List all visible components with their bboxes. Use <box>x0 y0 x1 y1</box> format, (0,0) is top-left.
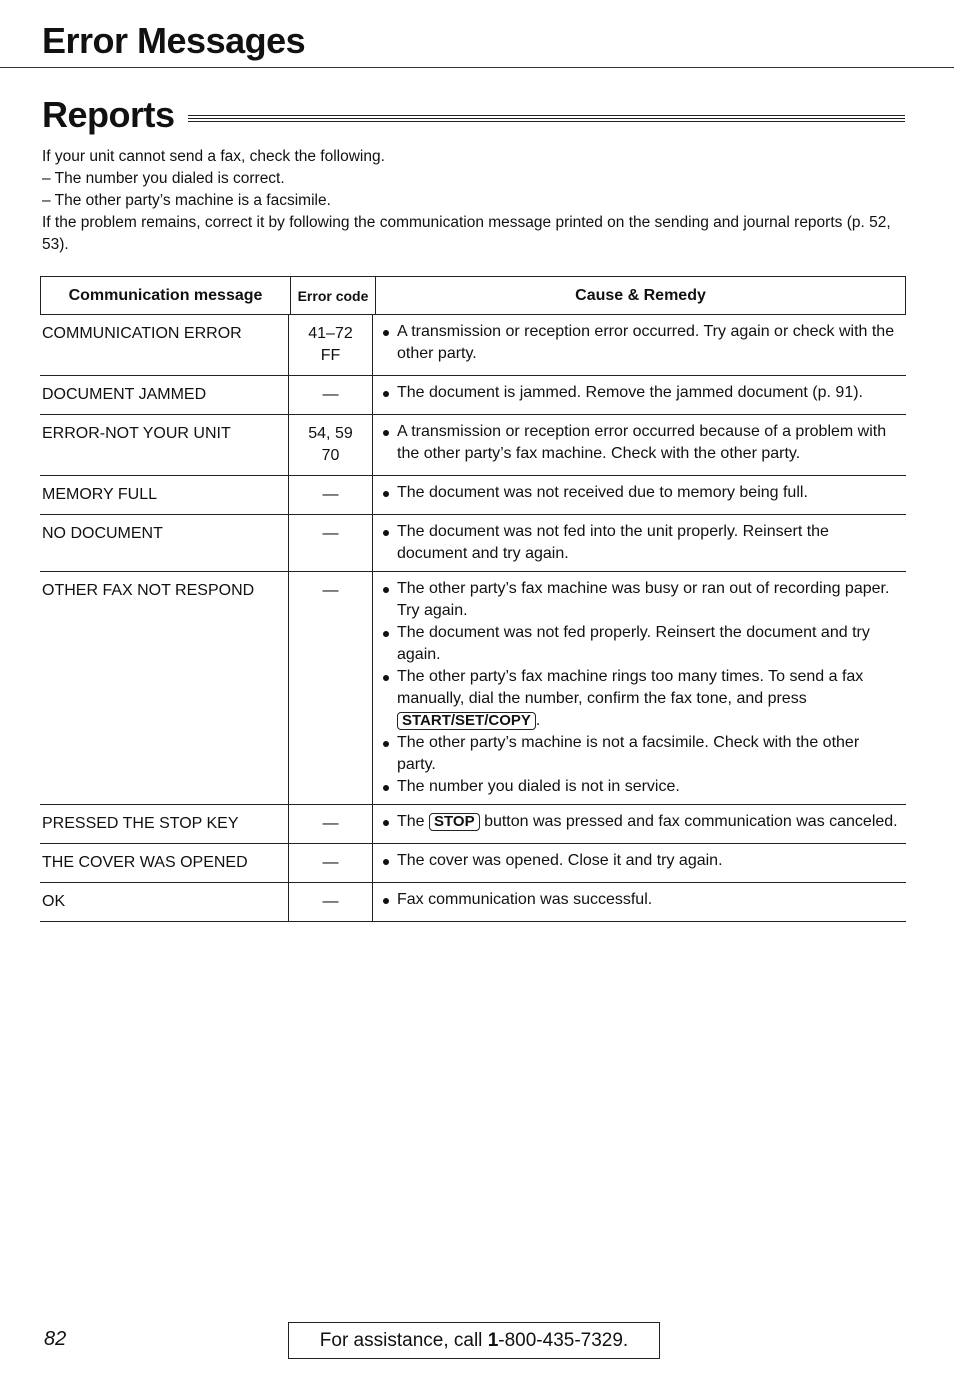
cause-item: The document is jammed. Remove the jammed document (p. 91). <box>381 382 902 404</box>
cause-item: The other party’s machine is not a facsimile. Check with the other party. <box>381 732 902 776</box>
cause-remedy <box>373 572 906 804</box>
table-row <box>40 315 906 376</box>
table-row <box>40 805 906 844</box>
cause-text-suffix: button was pressed and fax communication was canceled. <box>484 813 898 830</box>
communication-message: MEMORY FULL <box>40 476 289 514</box>
assistance-box <box>288 1322 660 1359</box>
cause-remedy <box>373 883 906 921</box>
cause-item: The document was not fed into the unit properly. Reinsert the document and try again. <box>381 521 902 565</box>
cause-remedy <box>373 515 906 571</box>
error-message-table <box>40 276 906 922</box>
table-row <box>40 415 906 476</box>
cause-item: The number you dialed is not in service. <box>381 776 902 798</box>
cause-remedy <box>373 415 906 475</box>
communication-message: PRESSED THE STOP KEY <box>40 805 289 843</box>
intro-line: If the problem remains, correct it by following the communication message printed on the sending and journal reports (p. 52, 53). <box>42 214 891 253</box>
communication-message: ERROR-NOT YOUR UNIT <box>40 415 289 475</box>
header-cause-remedy: Cause & Remedy <box>575 286 706 304</box>
cause-remedy <box>373 805 906 843</box>
error-code: 54, 59 70 <box>289 415 373 475</box>
cause-text: The other party’s fax machine rings too many times. To send a fax manually, dial the number, confirm the fax tone, and press <box>397 668 864 707</box>
assistance-number-rest: -800-435-7329. <box>498 1329 629 1351</box>
error-code: — <box>289 805 373 843</box>
error-code: — <box>289 515 373 571</box>
cause-item: The document was not received due to memory being full. <box>381 482 902 504</box>
error-code: — <box>289 476 373 514</box>
communication-message: COMMUNICATION ERROR <box>40 315 289 375</box>
intro-line: – The number you dialed is correct. <box>42 170 285 187</box>
intro-line: If your unit cannot send a fax, check the following. <box>42 148 385 165</box>
error-code: 41–72 FF <box>289 315 373 375</box>
stop-key: STOP <box>429 813 480 831</box>
communication-message: DOCUMENT JAMMED <box>40 376 289 414</box>
cause-item: A transmission or reception error occurred because of a problem with the other party’s fax machine. Check with the other party. <box>381 421 902 465</box>
communication-message: OTHER FAX NOT RESPOND <box>40 572 289 804</box>
cause-remedy <box>373 844 906 882</box>
cause-item: Fax communication was successful. <box>381 889 902 911</box>
table-row <box>40 883 906 922</box>
assistance-number-first: 1 <box>487 1329 499 1351</box>
error-code: — <box>289 883 373 921</box>
page-header-title: Error Messages <box>42 20 306 61</box>
cause-remedy <box>373 376 906 414</box>
page-number: 82 <box>44 1328 67 1350</box>
intro-text <box>42 146 907 256</box>
table-row <box>40 572 906 805</box>
cause-item: The other party’s fax machine was busy or ran out of recording paper. Try again. <box>381 578 902 622</box>
cause-item: The cover was opened. Close it and try again. <box>381 850 902 872</box>
table-row <box>40 376 906 415</box>
table-header <box>40 276 906 315</box>
start-set-copy-key: START/SET/COPY <box>397 712 536 730</box>
header-communication-message: Communication message <box>41 277 291 314</box>
error-code: — <box>289 844 373 882</box>
table-row <box>40 844 906 883</box>
cause-remedy <box>373 315 906 375</box>
communication-message: NO DOCUMENT <box>40 515 289 571</box>
cause-item: A transmission or reception error occurred. Try again or check with the other party. <box>381 321 902 365</box>
assistance-text: For assistance, call <box>319 1329 488 1351</box>
cause-remedy <box>373 476 906 514</box>
communication-message: THE COVER WAS OPENED <box>40 844 289 882</box>
error-code: — <box>289 572 373 804</box>
intro-line: – The other party’s machine is a facsimile. <box>42 192 331 209</box>
cause-item: The other party’s fax machine rings too many times. To send a fax manually, dial the number, confirm the fax tone, and press START/SET/COPY . <box>381 666 902 732</box>
section-title-rule <box>188 115 905 127</box>
table-row <box>40 515 906 572</box>
header-error-code: Error code <box>291 277 376 314</box>
header-divider <box>0 67 954 68</box>
section-title: Reports <box>42 94 175 135</box>
table-row <box>40 476 906 515</box>
communication-message: OK <box>40 883 289 921</box>
cause-item: The document was not fed properly. Reinsert the document and try again. <box>381 622 902 666</box>
cause-text-prefix: The <box>397 813 425 830</box>
cause-item <box>381 811 902 833</box>
error-code: — <box>289 376 373 414</box>
